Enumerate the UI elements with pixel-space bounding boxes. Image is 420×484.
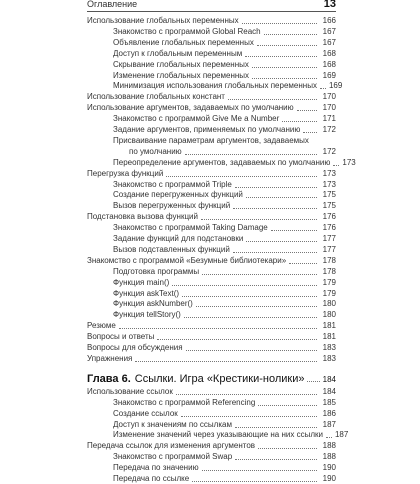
dot-leader [166,176,317,177]
toc-entry-page: 188 [322,452,336,462]
toc-entry-title: Изменение значений через указывающие на них ссылки [113,430,323,440]
toc-entry[interactable] [0,289,420,299]
dot-leader [235,187,317,188]
dot-leader [245,56,317,57]
dot-leader [235,459,317,460]
toc-entry[interactable] [0,114,420,124]
dot-leader [258,405,317,406]
toc-entry-title: Использование ссылок [87,386,173,396]
toc-entry[interactable] [0,223,420,233]
toc-entry-page: 176 [322,212,336,222]
dot-leader [185,154,317,155]
toc-entry-title: Объявление глобальных переменных [113,37,254,47]
toc-entry-page: 183 [322,343,336,352]
toc-entry-title: Знакомство с программой Global Reach [113,26,261,36]
toc-entry[interactable] [0,125,420,135]
dot-leader [202,274,317,275]
toc-entry-title: по умолчанию [129,146,182,156]
toc-entry-title: Присваивание параметрам аргументов, задаваемых [113,135,309,145]
toc-entry-title: Знакомство с программой Swap [113,452,233,462]
toc-entry-page: 166 [322,16,336,25]
dot-leader [233,208,317,209]
dot-leader [252,67,317,68]
dot-leader [181,416,317,417]
dot-leader [176,394,317,395]
toc-entry-title: Задание аргументов, применяемых по умолчанию [113,125,301,134]
toc-entry-page: 186 [322,408,336,418]
toc-entry-page: 170 [322,92,336,102]
toc-entry-title: Знакомство с программой Taking Damage [113,223,268,233]
toc-entry-page: 187 [322,419,336,429]
dot-leader [172,285,317,286]
toc-entry[interactable] [0,343,420,353]
toc-entry-page: 177 [322,244,336,254]
toc-entry[interactable] [0,245,420,255]
page-header [0,0,420,10]
toc-entry-title: Использование глобальных констант [87,92,225,102]
toc-entry-page: 177 [322,234,336,243]
toc-entry-page: 187 [334,430,349,440]
toc-entry-page: 176 [322,223,336,233]
dot-leader [184,317,317,318]
toc-entry-page: 169 [322,70,336,80]
toc-entry[interactable] [0,387,420,397]
toc-entry-page: 173 [322,179,336,189]
dot-leader [246,241,317,242]
toc-entry-page: 173 [342,157,356,167]
toc-entry-title: Использование аргументов, задаваемых по умолчанию [87,103,294,113]
toc-entry-page: 190 [322,463,336,473]
toc-entry-title: Функция main() [113,277,170,287]
toc-entry-page: 169 [328,81,343,91]
toc-entry[interactable] [0,354,420,364]
dot-leader [264,34,317,35]
toc-entry-page: 170 [322,103,336,113]
toc-entry[interactable] [0,452,420,462]
dot-leader [119,328,317,329]
toc-entry[interactable] [0,474,420,484]
toc-entry[interactable] [0,180,420,190]
toc-entry[interactable] [0,136,420,146]
toc-entry-title: Минимизация использования глобальных переменных [113,81,317,91]
toc-entry-title: Создание перегруженных функций [113,190,243,200]
toc-entry-page: 185 [322,397,336,407]
toc-entry[interactable] [0,430,420,440]
dot-leader [257,45,317,46]
dot-leader [271,230,317,231]
dot-leader [228,99,317,100]
toc-entry-title: Резюме [87,321,116,331]
toc-entry[interactable] [0,310,420,320]
toc-entry-page: 167 [322,26,336,36]
toc-entry-title: Создание ссылок [113,408,178,418]
toc-entry-title: Вызов подставленных функций [113,244,230,254]
toc-entry-title: Передача по значению [113,463,199,473]
dot-leader [242,23,317,24]
toc-entry-page: 181 [322,332,336,342]
toc-entry-title: Использование глобальных переменных [87,16,239,25]
dot-leader [282,121,317,122]
toc-entry-page: 183 [322,353,336,363]
toc-entry[interactable] [0,147,420,157]
toc-entry-title: Передача ссылок для изменения аргументов [87,441,256,451]
toc-entry-title: Изменение глобальных переменных [113,70,250,80]
toc-entry-page: 175 [322,201,336,211]
chapter-page: 184 [322,374,336,384]
toc-entry-title: Знакомство с программой Referencing [113,397,256,407]
dot-leader [246,197,317,198]
dot-leader [258,448,317,449]
running-header-label: Оглавление [87,0,138,9]
toc-entry-page: 179 [322,288,336,298]
toc-entry[interactable] [0,158,420,168]
dot-leader [201,219,317,220]
toc-entry-page: 179 [322,277,336,287]
toc-entry[interactable] [0,398,420,408]
toc-entry-page: 172 [322,146,336,156]
toc-entry[interactable] [0,463,420,473]
toc-entry[interactable] [0,49,420,59]
toc-entry-title: Функция askNumber() [113,299,193,309]
toc-entry[interactable] [0,321,420,331]
toc-entry-title: Задание функций для подстановки [113,234,244,243]
dot-leader [182,296,317,297]
dot-leader [196,306,317,307]
dot-leader [307,381,319,382]
dot-leader [289,263,317,264]
toc-entry-page: 168 [322,59,336,69]
dot-leader [135,361,317,362]
toc-entry-title: Знакомство с программой «Безумные библиотекари» [87,255,287,265]
chapter-heading[interactable] [87,373,336,385]
dot-leader [235,427,317,428]
toc-entry[interactable] [0,92,420,102]
toc-entry-title: Функция askText() [113,288,180,298]
toc-entry-title: Знакомство с программой Give Me a Number [113,114,280,124]
toc-entry-title: Доступ к значениям по ссылкам [113,419,232,429]
toc-entry[interactable] [0,409,420,419]
toc-entry[interactable] [0,267,420,277]
toc-entry-page: 181 [322,321,336,331]
toc-entry[interactable] [0,234,420,244]
toc-entry-title: Скрывание глобальных переменных [113,59,249,69]
dot-leader [186,350,317,351]
toc-entry-title: Перегрузка функций [87,168,164,178]
dot-leader [202,470,317,471]
toc-entry-page: 172 [322,125,336,134]
dot-leader [252,78,317,79]
toc-entry-page: 168 [322,48,336,58]
header-rule [87,11,336,12]
toc-entry-page: 190 [322,474,336,483]
toc-entry-title: Упражнения [87,353,133,363]
toc-entry[interactable] [0,299,420,309]
toc-entry-page: 171 [322,114,336,124]
page-number: 13 [323,0,336,10]
toc-entry[interactable] [0,441,420,451]
chapter-number: Глава 6. [87,372,131,385]
toc-entry[interactable] [0,212,420,222]
toc-entry-title: Вызов перегруженных функций [113,201,231,211]
toc-entry-page: 180 [322,310,336,320]
dot-leader [303,132,317,133]
dot-leader [326,437,332,438]
toc-entry[interactable] [0,256,420,266]
toc-entry-title: Вопросы и ответы [87,332,155,342]
toc-entry[interactable] [0,38,420,48]
toc-entry-page: 178 [322,266,336,276]
toc-entry-title: Функция tellStory() [113,310,181,320]
dot-leader [320,88,326,89]
toc-entry-page: 180 [322,299,336,309]
toc-entry[interactable] [0,201,420,211]
toc-entry[interactable] [0,27,420,37]
toc-entry[interactable] [0,278,420,288]
toc-entry[interactable] [0,71,420,81]
toc-entry-title: Подстановка вызова функций [87,212,198,222]
dot-leader [157,339,317,340]
toc-entry-page: 184 [322,386,336,396]
toc-entry-title: Подготовка программы [113,266,200,276]
dot-leader [192,481,317,482]
toc-entry-title: Вопросы для обсуждения [87,343,183,352]
toc-entry-page: 173 [322,168,336,178]
chapter-title: Ссылки. Игра «Крестики-нолики» [134,372,305,385]
toc-entry-title: Знакомство с программой Triple [113,179,232,189]
toc-entry-page: 178 [322,255,336,265]
toc-entry[interactable] [0,190,420,200]
toc-entry[interactable] [0,420,420,430]
dot-leader [333,165,339,166]
toc-entry-title: Передача по ссылке [113,474,190,483]
toc-entry[interactable] [0,81,420,91]
toc-entry[interactable] [0,16,420,26]
toc-entry-title: Переопределение аргументов, задаваемых по умолчанию [113,157,331,167]
toc-entry[interactable] [0,332,420,342]
toc-entry-page: 167 [322,37,336,47]
toc-entry[interactable] [0,169,420,179]
toc-entry[interactable] [0,103,420,113]
toc-entry-page: 188 [322,441,336,451]
dot-leader [297,110,317,111]
toc-entry-page: 175 [322,190,336,200]
toc-entry[interactable] [0,60,420,70]
toc-entry-title: Доступ к глобальным переменным [113,48,243,58]
dot-leader [233,252,317,253]
